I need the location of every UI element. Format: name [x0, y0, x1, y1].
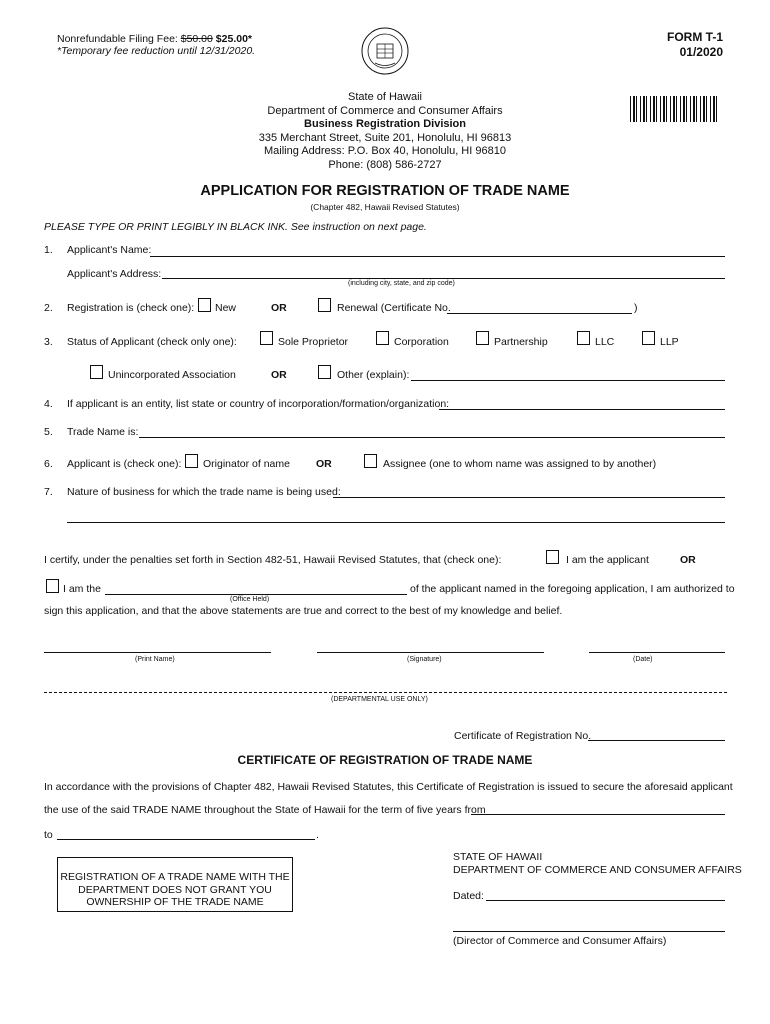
print-name-hint: (Print Name)	[135, 656, 175, 663]
form-date: 01/2020	[679, 45, 723, 59]
partnership-label: Partnership	[494, 336, 548, 348]
other-explain-field[interactable]	[411, 380, 725, 381]
filing-fee	[57, 33, 252, 45]
signature-field[interactable]	[317, 652, 544, 653]
llp-label: LLP	[660, 336, 679, 348]
nature-label: Nature of business for which the trade name is being used:	[67, 486, 341, 498]
form-id: FORM T-1	[667, 30, 723, 44]
nature-field-2[interactable]	[67, 522, 725, 523]
applicant-is-label: Applicant is (check one):	[67, 458, 182, 470]
agency-division: Business Registration Division	[304, 118, 466, 130]
sign-text: sign this application, and that the above statements are true and correct to the best of my knowledge and belief.	[44, 605, 563, 617]
other-checkbox[interactable]	[318, 365, 331, 379]
departmental-divider	[44, 692, 727, 693]
agency-address: 335 Merchant Street, Suite 201, Honolulu, HI 96813	[258, 131, 512, 144]
office-held-hint: (Office Held)	[230, 596, 270, 603]
item-number: 5.	[44, 426, 53, 438]
or-label: OR	[271, 302, 287, 314]
trade-name-field[interactable]	[139, 437, 725, 438]
address-hint: (including city, state, and zip code)	[348, 280, 455, 287]
renewal-certificate-field[interactable]	[447, 313, 632, 314]
i-am-applicant-label: I am the applicant	[566, 554, 649, 566]
trade-name-label: Trade Name is:	[67, 426, 139, 438]
or-label: OR	[271, 369, 287, 381]
state-of-hawaii: STATE OF HAWAII	[453, 851, 543, 863]
certificate-title: CERTIFICATE OF REGISTRATION OF TRADE NAME	[237, 753, 533, 767]
dated-label: Dated:	[453, 890, 484, 902]
item-number: 4.	[44, 398, 53, 410]
term-from-field[interactable]	[471, 814, 725, 815]
entity-field[interactable]	[439, 409, 725, 410]
state-seal-icon	[361, 27, 409, 75]
llc-label: LLC	[595, 336, 615, 348]
fee-old: $50.00	[180, 33, 213, 45]
or-label: OR	[316, 458, 332, 470]
new-checkbox[interactable]	[198, 298, 211, 312]
or-label: OR	[680, 554, 696, 566]
form-title: APPLICATION FOR REGISTRATION OF TRADE NAME	[200, 183, 570, 199]
form-subtitle: (Chapter 482, Hawaii Revised Statutes)	[310, 202, 460, 212]
item-number: 7.	[44, 486, 53, 498]
applicant-name-field[interactable]	[150, 256, 725, 257]
originator-checkbox[interactable]	[185, 454, 198, 468]
certificate-line-2: the use of the said TRADE NAME throughout the State of Hawaii for the term of five years from	[44, 804, 486, 816]
director-label: (Director of Commerce and Consumer Affairs)	[453, 935, 667, 947]
renewal-checkbox[interactable]	[318, 298, 331, 312]
print-name-field[interactable]	[44, 652, 271, 653]
certify-text: I certify, under the penalties set forth in Section 482-51, Hawaii Revised Statutes, that (check one):	[44, 554, 502, 566]
corporation-checkbox[interactable]	[376, 331, 389, 345]
unincorporated-checkbox[interactable]	[90, 365, 103, 379]
status-label: Status of Applicant (check only one):	[67, 336, 237, 348]
office-held-field[interactable]	[105, 594, 407, 595]
agency-phone: Phone: (808) 586-2727	[328, 158, 442, 171]
departmental-use-label: (DEPARTMENTAL USE ONLY)	[331, 696, 428, 703]
originator-label: Originator of name	[203, 458, 290, 470]
signature-hint: (Signature)	[407, 656, 442, 663]
date-hint: (Date)	[633, 656, 653, 663]
renewal-close-paren: )	[634, 302, 638, 314]
term-period: .	[316, 829, 319, 841]
renewal-label: Renewal (Certificate No.	[337, 302, 451, 314]
agency-state: State of Hawaii	[348, 91, 422, 103]
dated-field[interactable]	[486, 900, 725, 901]
partnership-checkbox[interactable]	[476, 331, 489, 345]
certificate-number-field[interactable]	[588, 740, 725, 741]
applicant-address-field[interactable]	[162, 278, 725, 279]
applicant-checkbox[interactable]	[546, 550, 559, 564]
certificate-number-label: Certificate of Registration No.	[454, 730, 592, 742]
notice-box	[57, 857, 293, 912]
applicant-name-label: Applicant's Name:	[67, 244, 152, 256]
assignee-label: Assignee (one to whom name was assigned to by another)	[383, 458, 657, 470]
assignee-checkbox[interactable]	[364, 454, 377, 468]
corporation-label: Corporation	[394, 336, 449, 348]
i-am-the-label: I am the	[63, 583, 101, 595]
unincorporated-label: Unincorporated Association	[108, 369, 236, 381]
term-to-label: to	[44, 829, 53, 841]
officer-checkbox[interactable]	[46, 579, 59, 593]
date-field[interactable]	[589, 652, 725, 653]
sole-proprietor-checkbox[interactable]	[260, 331, 273, 345]
item-number: 1.	[44, 244, 53, 256]
fee-new: $25.00*	[215, 33, 252, 45]
agency-dept: Department of Commerce and Consumer Affairs	[267, 104, 503, 117]
entity-label: If applicant is an entity, list state or country of incorporation/formation/organization:	[67, 398, 450, 410]
new-label: New	[215, 302, 237, 314]
llc-checkbox[interactable]	[577, 331, 590, 345]
barcode-icon	[630, 96, 720, 122]
item-number: 2.	[44, 302, 53, 314]
fee-label: Nonrefundable Filing Fee:	[57, 33, 178, 45]
sole-proprietor-label: Sole Proprietor	[278, 336, 349, 348]
agency-mailing: Mailing Address: P.O. Box 40, Honolulu, HI 96810	[264, 145, 506, 157]
fee-note: *Temporary fee reduction until 12/31/2020.	[57, 45, 256, 57]
item-number: 6.	[44, 458, 53, 470]
agency-block	[185, 91, 585, 172]
nature-field-1[interactable]	[333, 497, 725, 498]
applicant-address-label: Applicant's Address:	[67, 268, 162, 280]
certificate-line-1: In accordance with the provisions of Chapter 482, Hawaii Revised Statutes, this Certificate of Registration is issued to secure the aforesaid applicant	[44, 781, 733, 793]
director-signature-field[interactable]	[453, 931, 725, 932]
instruction: PLEASE TYPE OR PRINT LEGIBLY IN BLACK INK. See instruction on next page.	[44, 221, 427, 233]
item-number: 3.	[44, 336, 53, 348]
dept-commerce: DEPARTMENT OF COMMERCE AND CONSUMER AFFAIRS	[453, 864, 742, 876]
other-label: Other (explain):	[337, 369, 410, 381]
registration-label: Registration is (check one):	[67, 302, 195, 314]
term-to-field[interactable]	[57, 839, 315, 840]
notice-text: REGISTRATION OF A TRADE NAME WITH THE DEPARTMENT DOES NOT GRANT YOU OWNERSHIP OF THE TRADE NAME	[60, 871, 290, 908]
llp-checkbox[interactable]	[642, 331, 655, 345]
authorized-text: of the applicant named in the foregoing application, I am authorized to	[410, 583, 735, 595]
